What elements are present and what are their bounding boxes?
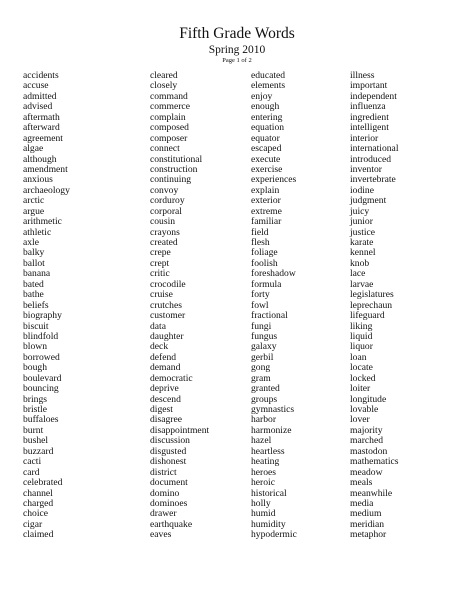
word-item: ingredient (350, 111, 389, 123)
word-item: composer (150, 132, 188, 144)
word-item: arctic (23, 195, 45, 207)
word-item: exercise (251, 163, 283, 175)
word-item: exterior (251, 195, 281, 207)
word-item: created (150, 237, 178, 248)
word-item: formula (251, 278, 282, 290)
word-item: liquid (350, 330, 373, 342)
word-item: educated (251, 70, 286, 81)
word-item: critic (150, 268, 170, 280)
word-item: borrowed (23, 351, 60, 363)
word-item: balky (23, 247, 45, 259)
word-item: historical (251, 487, 287, 499)
word-item: gerbil (251, 351, 274, 363)
word-item: karate (350, 237, 374, 248)
word-item: influenza (350, 101, 386, 113)
word-item: meridian (350, 518, 385, 530)
word-item: commerce (150, 101, 190, 113)
word-item: eaves (150, 529, 172, 541)
word-item: choice (23, 508, 49, 520)
word-item: data (150, 320, 166, 332)
word-item: drawer (150, 508, 177, 520)
word-item: disappointment (150, 424, 210, 436)
word-item: foreshadow (251, 268, 296, 280)
word-item: medium (350, 508, 382, 520)
word-item: important (350, 80, 388, 92)
word-item: algae (23, 143, 44, 155)
word-item: elements (251, 80, 286, 92)
word-item: execute (251, 153, 281, 165)
word-item: fungi (251, 320, 272, 332)
word-item: ballot (23, 257, 45, 269)
word-item: mastodon (350, 445, 388, 457)
word-item: athletic (23, 226, 52, 238)
word-item: gymnastics (251, 404, 295, 415)
word-item: deck (150, 341, 169, 353)
word-item: admitted (23, 90, 57, 102)
word-item: liking (350, 320, 373, 332)
word-item: extreme (251, 205, 282, 217)
word-item: enjoy (251, 90, 273, 102)
word-item: claimed (23, 529, 54, 541)
word-item: forty (251, 289, 270, 301)
word-item: continuing (150, 174, 192, 186)
word-item: explain (251, 184, 280, 196)
word-item: blown (23, 341, 47, 353)
word-item: fowl (251, 299, 269, 311)
word-item: connect (150, 143, 180, 155)
word-item: biscuit (23, 320, 49, 332)
word-item: heating (251, 456, 280, 468)
word-item: marched (350, 435, 384, 447)
word-item: constitutional (150, 153, 203, 165)
word-item: daughter (150, 330, 184, 342)
word-item: junior (350, 216, 373, 228)
word-item: dishonest (150, 456, 187, 468)
word-item: customer (150, 310, 186, 322)
word-item: construction (150, 163, 198, 175)
word-item: dominoes (150, 497, 188, 509)
word-column-4 (350, 71, 398, 541)
word-item: crayons (150, 226, 180, 238)
word-column-3 (251, 71, 297, 541)
word-item: independent (350, 90, 397, 102)
word-item: harmonize (251, 424, 292, 436)
word-item: legislatures (350, 289, 394, 301)
word-item: beliefs (23, 299, 49, 311)
word-item: lace (350, 268, 366, 280)
word-item: disagree (150, 414, 182, 426)
word-item: command (150, 90, 188, 102)
word-item: democratic (150, 372, 193, 384)
document-subtitle: Spring 2010 (208, 44, 266, 56)
word-item: hypodermic (251, 529, 297, 541)
word-item: humidity (251, 518, 286, 530)
word-item: biography (23, 310, 62, 322)
word-item: lifeguard (350, 310, 385, 322)
word-item: introduced (350, 153, 392, 165)
word-item: lover (350, 414, 370, 426)
word-item: corporal (150, 205, 182, 217)
word-item: crepe (150, 247, 171, 259)
word-item: intelligent (350, 122, 389, 134)
word-item: invertebrate (350, 174, 396, 186)
word-item: international (350, 143, 399, 155)
word-item: closely (150, 80, 178, 92)
word-item: kennel (350, 247, 376, 259)
word-item: foolish (251, 257, 278, 269)
word-item: accidents (23, 70, 59, 81)
word-item: bouncing (23, 383, 59, 395)
word-item: aftermath (23, 111, 60, 123)
word-item: interior (350, 132, 379, 144)
word-item: flesh (251, 237, 270, 248)
word-item: galaxy (251, 341, 277, 353)
word-item: channel (23, 487, 53, 499)
word-item: composed (150, 122, 189, 134)
word-item: district (150, 466, 177, 478)
word-item: groups (251, 393, 278, 405)
word-item: cousin (150, 216, 176, 228)
word-item: crutches (150, 299, 182, 311)
word-item: larvae (350, 278, 374, 290)
word-item: mathematics (350, 456, 399, 468)
word-item: experiences (251, 174, 297, 186)
word-item: archaeology (23, 184, 70, 196)
word-item: media (350, 497, 374, 509)
word-item: although (23, 153, 57, 165)
word-item: metaphor (350, 529, 387, 541)
word-item: leprechaun (350, 299, 393, 311)
word-item: longitude (350, 393, 387, 405)
word-item: equator (251, 132, 280, 144)
word-columns (0, 71, 474, 611)
word-item: gong (251, 362, 271, 374)
word-item: deprive (150, 383, 179, 395)
word-item: juicy (350, 205, 370, 217)
word-item: liquor (350, 341, 373, 353)
word-item: justice (350, 226, 376, 238)
word-item: argue (23, 205, 45, 217)
word-item: judgment (350, 195, 387, 207)
word-item: hazel (251, 435, 272, 447)
word-item: buffaloes (23, 414, 59, 426)
word-item: boulevard (23, 372, 62, 384)
word-item: heroes (251, 466, 277, 478)
word-item: burnt (23, 424, 44, 436)
word-item: charged (23, 497, 54, 509)
word-item: card (23, 466, 40, 478)
word-item: entering (251, 111, 283, 123)
word-item: complain (150, 111, 186, 123)
word-item: advised (23, 101, 53, 113)
word-item: crept (150, 257, 170, 269)
word-item: loiter (350, 383, 371, 395)
word-item: bough (23, 362, 47, 374)
word-item: discussion (150, 435, 190, 447)
word-item: lovable (350, 404, 379, 415)
word-item: foliage (251, 247, 278, 259)
word-item: loan (350, 351, 367, 363)
word-item: convoy (150, 184, 179, 196)
word-item: gram (251, 372, 271, 384)
word-item: afterward (23, 122, 60, 134)
word-item: cacti (23, 456, 42, 468)
word-item: meals (350, 477, 373, 489)
word-item: heroic (251, 477, 275, 489)
word-item: enough (251, 101, 280, 113)
word-item: humid (251, 508, 276, 520)
word-item: buzzard (23, 445, 54, 457)
word-item: illness (350, 70, 375, 81)
word-item: bathe (23, 289, 44, 301)
word-item: digest (150, 404, 173, 415)
word-column-1 (23, 71, 70, 541)
word-item: field (251, 226, 269, 238)
word-item: heartless (251, 445, 285, 457)
word-item: cruise (150, 289, 173, 301)
word-item: holly (251, 497, 271, 509)
word-item: inventor (350, 163, 382, 175)
word-item: cigar (23, 518, 43, 530)
word-item: meanwhile (350, 487, 393, 499)
word-item: harbor (251, 414, 277, 426)
word-item: anxious (23, 174, 53, 186)
word-item: demand (150, 362, 181, 374)
word-item: corduroy (150, 195, 185, 207)
word-item: majority (350, 424, 383, 436)
word-item: banana (23, 268, 51, 280)
word-item: disgusted (150, 445, 187, 457)
word-item: knob (350, 257, 370, 269)
word-item: brings (23, 393, 47, 405)
word-item: arithmetic (23, 216, 62, 228)
word-item: locked (350, 372, 376, 384)
word-column-2 (150, 71, 209, 541)
word-item: escaped (251, 143, 282, 155)
word-item: celebrated (23, 477, 63, 489)
word-item: bristle (23, 404, 47, 415)
word-item: iodine (350, 184, 374, 196)
word-item: descend (150, 393, 181, 405)
word-item: granted (251, 383, 280, 395)
word-item: domino (150, 487, 180, 499)
word-item: document (150, 477, 188, 489)
page-indicator: Page 1 of 2 (222, 57, 252, 64)
word-item: agreement (23, 132, 63, 144)
word-item: blindfold (23, 330, 59, 342)
word-item: meadow (350, 466, 383, 478)
word-item: crocodile (150, 278, 186, 290)
word-item: bated (23, 278, 44, 290)
word-item: fungus (251, 330, 278, 342)
word-item: amendment (23, 163, 68, 175)
word-item: accuse (23, 80, 49, 92)
word-item: equation (251, 122, 285, 134)
word-item: bushel (23, 435, 49, 447)
word-item: defend (150, 351, 177, 363)
word-item: locate (350, 362, 373, 374)
word-item: earthquake (150, 518, 193, 530)
document-title: Fifth Grade Words (179, 25, 295, 42)
word-item: familiar (251, 216, 282, 228)
word-item: axle (23, 237, 39, 248)
word-item: fractional (251, 310, 288, 322)
word-item: cleared (150, 70, 178, 81)
